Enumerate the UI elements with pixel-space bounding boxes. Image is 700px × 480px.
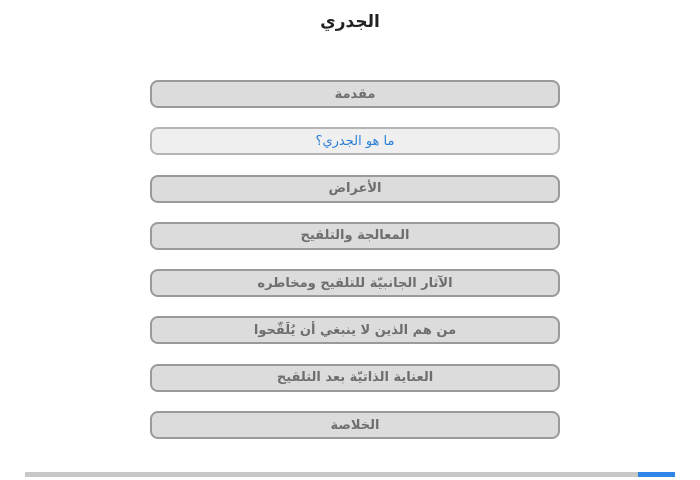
menu-item-side-effects-risks[interactable]: الآثار الجانبيّة للتلقيح ومخاطره bbox=[150, 269, 560, 297]
menu-item-introduction[interactable]: مقدمة bbox=[150, 80, 560, 108]
menu-item-summary[interactable]: الخلاصة bbox=[150, 411, 560, 439]
menu-item-symptoms[interactable]: الأعراض bbox=[150, 175, 560, 203]
topic-menu bbox=[150, 80, 560, 458]
progress-bar-fill bbox=[638, 472, 675, 477]
menu-item-treatment-vaccination[interactable]: المعالجة والتلقيح bbox=[150, 222, 560, 250]
progress-bar bbox=[25, 472, 675, 477]
menu-item-who-should-not-vaccinate[interactable]: من هم الذين لا ينبغي أن يُلَقّحوا bbox=[150, 316, 560, 344]
menu-item-self-care[interactable]: العناية الذاتيّة بعد التلقيح bbox=[150, 364, 560, 392]
page-title: الجدري bbox=[320, 12, 380, 32]
menu-item-what-is-smallpox[interactable]: ما هو الجدري؟ bbox=[150, 127, 560, 155]
